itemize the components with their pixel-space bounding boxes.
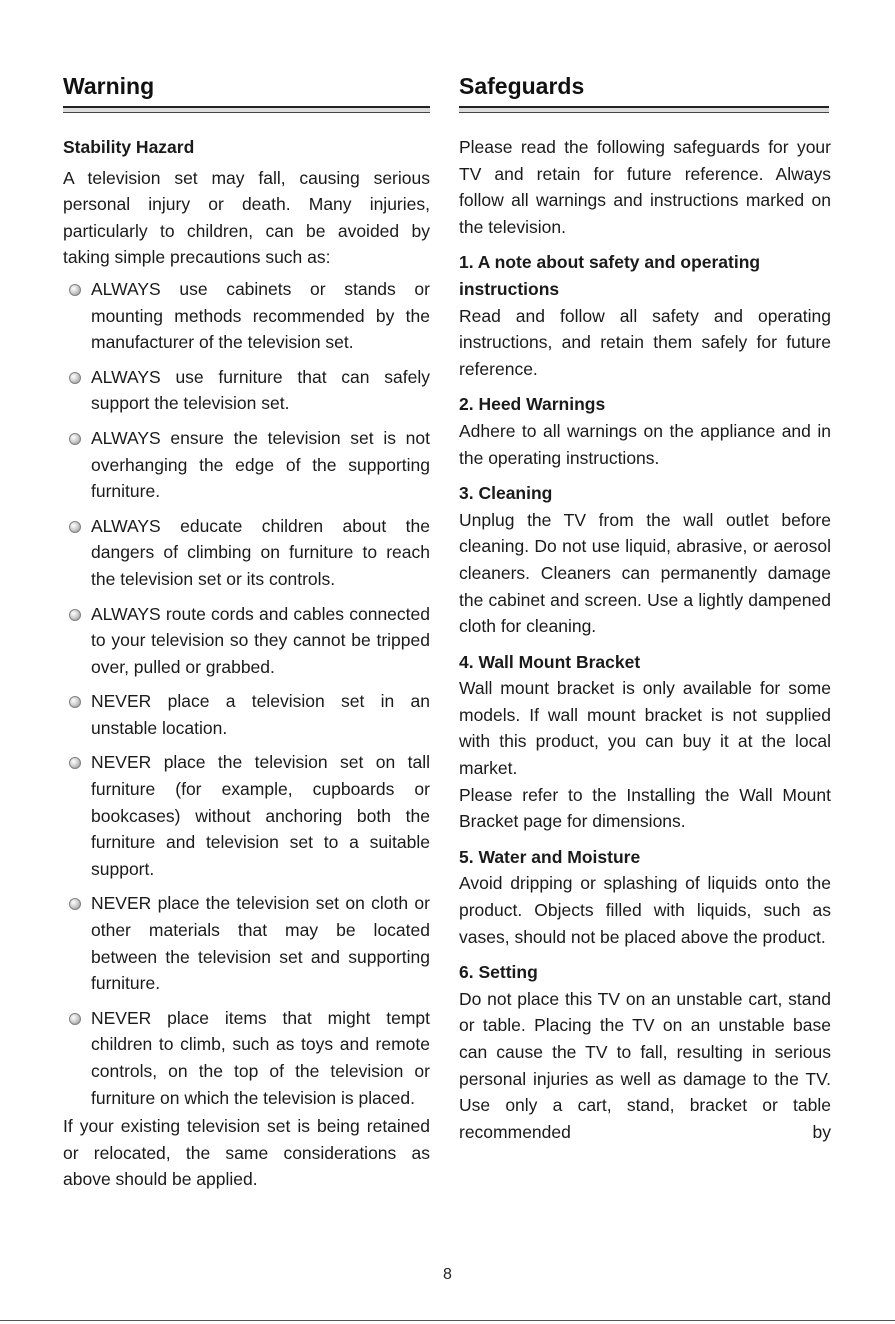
list-item: ALWAYS use furniture that can safely support the television set. bbox=[63, 364, 430, 417]
safeguard-section-4 bbox=[459, 649, 831, 835]
bullet-icon bbox=[69, 521, 81, 533]
section-body: Adhere to all warnings on the appliance and in the operating instructions. bbox=[459, 420, 831, 468]
warning-heading: Warning bbox=[63, 73, 155, 99]
bullet-icon bbox=[69, 284, 81, 296]
bullet-icon bbox=[69, 757, 81, 769]
section-body: Avoid dripping or splashing of liquids onto the product. Objects filled with liquids, such as vases, should not be placed above the product. bbox=[459, 873, 831, 947]
bullet-icon bbox=[69, 696, 81, 708]
section-body: Unplug the TV from the wall outlet before cleaning. Do not use liquid, abrasive, or aerosol cleaners. Cleaners can permanently damage the cabinet and screen. Use a lightly dampened cloth for cleaning. bbox=[459, 509, 831, 637]
list-item: NEVER place a television set in an unstable location. bbox=[63, 688, 430, 741]
section-title: 5. Water and Moisture bbox=[459, 846, 641, 867]
section-title: 2. Heed Warnings bbox=[459, 394, 606, 415]
warning-column bbox=[63, 72, 430, 1193]
safeguard-section-5 bbox=[459, 844, 831, 950]
list-item: NEVER place the television set on tall furniture (for example, cupboards or bookcases) without anchoring both the furniture and television set to a suitable support. bbox=[63, 749, 430, 882]
section-body-extra: Please refer to the Installing the Wall Mount Bracket page for dimensions. bbox=[459, 784, 831, 832]
page-number: 8 bbox=[443, 1266, 452, 1283]
warning-intro: A television set may fall, causing serious personal injury or death. Many injuries, particularly to children, can be avoided by taking simple precautions such as: bbox=[63, 167, 430, 268]
list-item: ALWAYS ensure the television set is not overhanging the edge of the supporting furniture. bbox=[63, 425, 430, 505]
list-item: ALWAYS educate children about the dangers of climbing on furniture to reach the television set or its controls. bbox=[63, 513, 430, 593]
warning-bullet-list bbox=[63, 276, 430, 1111]
section-body: Wall mount bracket is only available for some models. If wall mount bracket is not supplied with this product, you can buy it at the local market. bbox=[459, 678, 831, 779]
safeguards-column bbox=[459, 72, 831, 1145]
list-item: NEVER place items that might tempt children to climb, such as toys and remote controls, on the top of the television or furniture on which the television is placed. bbox=[63, 1005, 430, 1111]
bullet-icon bbox=[69, 609, 81, 621]
list-item: ALWAYS use cabinets or stands or mounting methods recommended by the manufacturer of the television set. bbox=[63, 276, 430, 356]
section-title: 4. Wall Mount Bracket bbox=[459, 651, 641, 672]
safeguards-intro: Please read the following safeguards for your TV and retain for future reference. Always follow all warnings and instructions marked on the television. bbox=[459, 137, 831, 237]
bullet-icon bbox=[69, 372, 81, 384]
safeguard-section-2 bbox=[459, 391, 831, 471]
list-item: NEVER place the television set on cloth or other materials that may be located between the television set and supporting furniture. bbox=[63, 890, 430, 996]
section-body: Do not place this TV on an unstable cart, stand or table. Placing the TV on an unstable base can cause the TV to fall, resulting in serious personal injuries as well as damage to the TV. Use only a cart, stand, bracket or table recommended by bbox=[459, 988, 831, 1142]
section-title: 6. Setting bbox=[459, 962, 538, 983]
safeguard-section-6 bbox=[459, 959, 831, 1145]
section-title: 1. A note about safety and operating instructions bbox=[459, 252, 761, 299]
safeguard-section-1 bbox=[459, 249, 831, 382]
bullet-icon bbox=[69, 1013, 81, 1025]
section-body: Read and follow all safety and operating instructions, and retain them safely for future reference. bbox=[459, 305, 831, 379]
bullet-icon bbox=[69, 898, 81, 910]
list-item: ALWAYS route cords and cables connected to your television so they cannot be tripped over, pulled or grabbed. bbox=[63, 601, 430, 681]
safeguards-heading-rule bbox=[459, 106, 829, 113]
bullet-icon bbox=[69, 433, 81, 445]
safeguards-heading: Safeguards bbox=[459, 73, 585, 99]
warning-heading-rule bbox=[63, 106, 430, 113]
section-title: 3. Cleaning bbox=[459, 483, 553, 504]
safeguard-section-3 bbox=[459, 480, 831, 640]
warning-closing: If your existing television set is being retained or relocated, the same considerations as above should be applied. bbox=[63, 1116, 430, 1190]
stability-hazard-subheading: Stability Hazard bbox=[63, 137, 195, 157]
page-bottom-rule bbox=[0, 1320, 895, 1321]
